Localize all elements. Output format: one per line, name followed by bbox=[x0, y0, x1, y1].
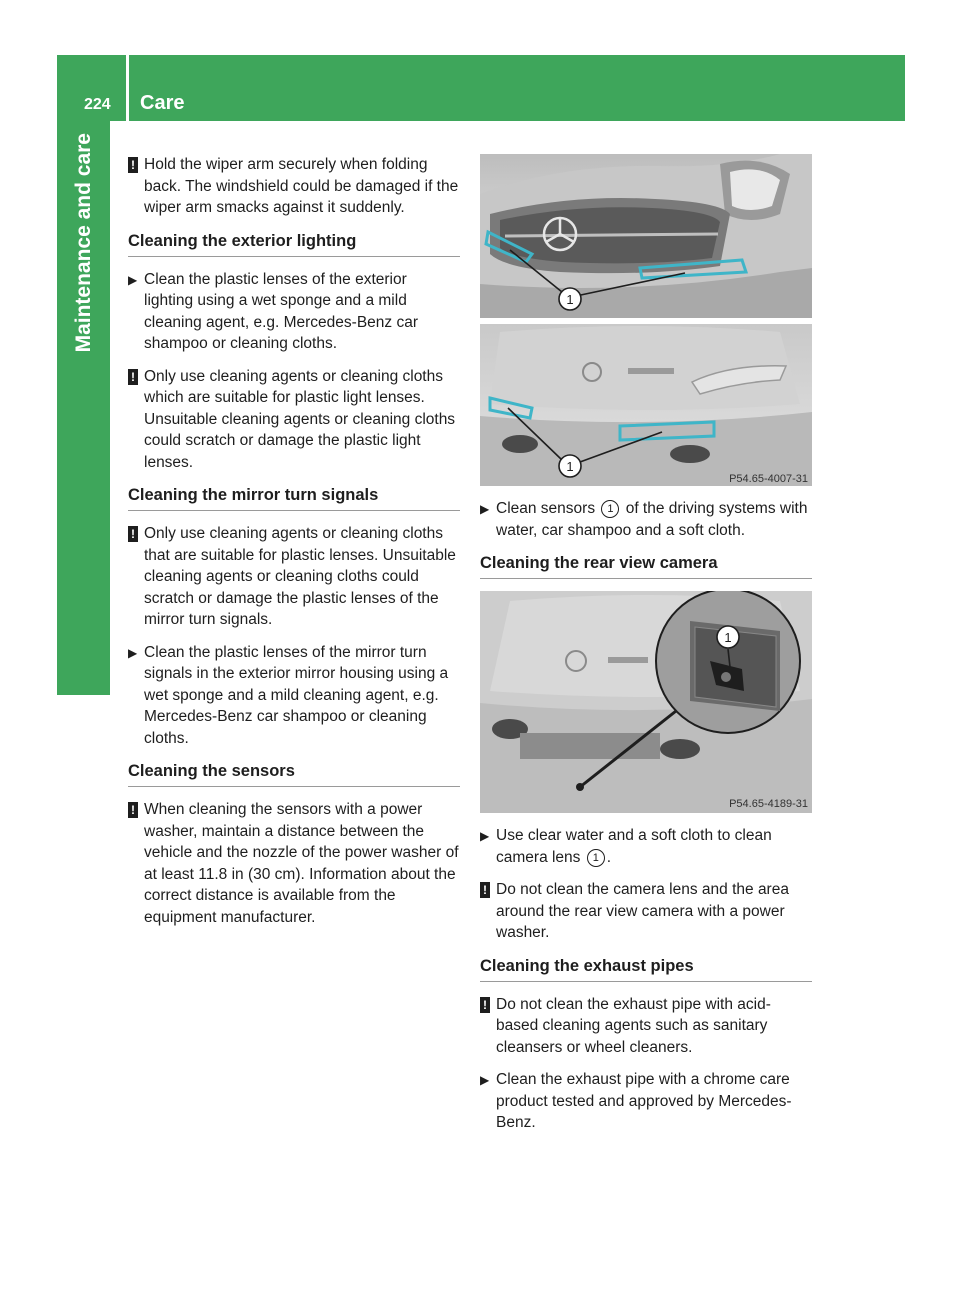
sensors-warning bbox=[128, 799, 460, 928]
exterior-lighting-warning bbox=[128, 366, 460, 474]
sensors-figure bbox=[480, 154, 812, 486]
action-arrow-icon: ▶ bbox=[128, 645, 138, 660]
exhaust-pipes-action bbox=[480, 1069, 812, 1134]
camera-action-text-after: . bbox=[606, 848, 612, 866]
heading-mirror-turn-signals: Cleaning the mirror turn signals bbox=[128, 484, 460, 511]
wiper-warning bbox=[128, 154, 460, 219]
front-callout-label: 1 bbox=[566, 292, 574, 307]
page-number: 224 bbox=[84, 96, 111, 113]
exterior-lighting-warning-text: Only use cleaning agents or cleaning cloths which are suitable for plastic light lenses. Unsuitable cleaning agents or cleaning cloths could scratch or damage the plastic light lenses. bbox=[144, 367, 456, 471]
sensors-warning-text: When cleaning the sensors with a power washer, maintain a distance between the vehicle and the nozzle of the power washer of at least 11.8 in (30 cm). Information about the correct distance is available from the equipment manufacturer. bbox=[144, 801, 459, 926]
right-column bbox=[480, 154, 812, 1145]
action-arrow-icon: ▶ bbox=[480, 829, 490, 843]
warning-icon: ! bbox=[128, 157, 138, 173]
exhaust-pipes-warning bbox=[480, 994, 812, 1059]
warning-icon: ! bbox=[480, 882, 490, 898]
warning-icon: ! bbox=[128, 802, 138, 818]
rear-view-camera-action bbox=[480, 825, 812, 868]
heading-rear-view-camera: Cleaning the rear view camera bbox=[480, 552, 812, 579]
mirror-turn-signals-warning bbox=[128, 523, 460, 631]
camera-action-text-before: Use clear water and a soft cloth to clean camera lens bbox=[496, 827, 772, 866]
rear-view-camera-illustration bbox=[480, 591, 812, 813]
heading-sensors: Cleaning the sensors bbox=[128, 760, 460, 787]
heading-exhaust-pipes: Cleaning the exhaust pipes bbox=[480, 955, 812, 982]
exhaust-action-text: Clean the exhaust pipe with a chrome care product tested and approved by Mercedes-Benz. bbox=[496, 1071, 792, 1131]
action-arrow-icon: ▶ bbox=[480, 1073, 490, 1087]
page-title: Care bbox=[140, 92, 185, 114]
camera-callout-label: 1 bbox=[724, 630, 732, 645]
sensors-action bbox=[480, 498, 812, 541]
mirror-turn-signals-action-text: Clean the plastic lenses of the mirror turn signals in the exterior mirror housing using a wet sponge and a mild cleaning agent, e.g. Mercedes-Benz car shampoo or cleaning cloths. bbox=[144, 643, 449, 747]
exterior-lighting-action bbox=[128, 269, 460, 355]
mirror-turn-signals-action bbox=[128, 642, 460, 750]
side-tab bbox=[57, 121, 110, 695]
side-tab-label: Maintenance and care bbox=[72, 133, 95, 353]
sensors-figure-code: P54.65-4007-31 bbox=[729, 473, 808, 485]
rear-view-camera-warning bbox=[480, 879, 812, 944]
sensors-action-text-before: Clean sensors bbox=[496, 500, 596, 517]
camera-warning-text: Do not clean the camera lens and the area around the rear view camera with a power washer. bbox=[496, 881, 789, 941]
action-arrow-icon: ▶ bbox=[480, 502, 490, 516]
callout-1-icon: 1 bbox=[587, 849, 605, 867]
warning-icon: ! bbox=[480, 997, 490, 1013]
heading-exterior-lighting: Cleaning the exterior lighting bbox=[128, 230, 460, 257]
sensors-action-text-after: of the driving systems with water, car shampoo and a soft cloth. bbox=[496, 500, 808, 539]
warning-icon: ! bbox=[128, 369, 138, 385]
action-arrow-icon: ▶ bbox=[128, 272, 138, 287]
rear-view-camera-figure bbox=[480, 591, 812, 813]
camera-figure-code: P54.65-4189-31 bbox=[729, 798, 808, 810]
wiper-warning-text: Hold the wiper arm securely when folding back. The windshield could be damaged if the wiper arm smacks against it suddenly. bbox=[144, 156, 459, 216]
mirror-turn-signals-warning-text: Only use cleaning agents or cleaning cloths that are suitable for plastic lenses. Unsuitable cleaning agents or cleaning cloths could scratch or damage the plastic lenses of the mirror turn signals. bbox=[144, 525, 456, 628]
exhaust-warning-text: Do not clean the exhaust pipe with acid-based cleaning agents such as sanitary cleansers or wheel cleaners. bbox=[496, 995, 771, 1056]
callout-1-icon: 1 bbox=[601, 500, 619, 518]
sensors-illustration bbox=[480, 154, 812, 486]
rear-callout-label: 1 bbox=[566, 459, 574, 474]
header-divider bbox=[126, 55, 129, 121]
left-column bbox=[128, 154, 460, 939]
side-tab-marker bbox=[57, 645, 110, 695]
warning-icon: ! bbox=[128, 526, 138, 542]
exterior-lighting-action-text: Clean the plastic lenses of the exterior lighting using a wet sponge and a mild cleaning agent, e.g. Mercedes-Benz car shampoo or cleaning cloths. bbox=[144, 270, 418, 352]
